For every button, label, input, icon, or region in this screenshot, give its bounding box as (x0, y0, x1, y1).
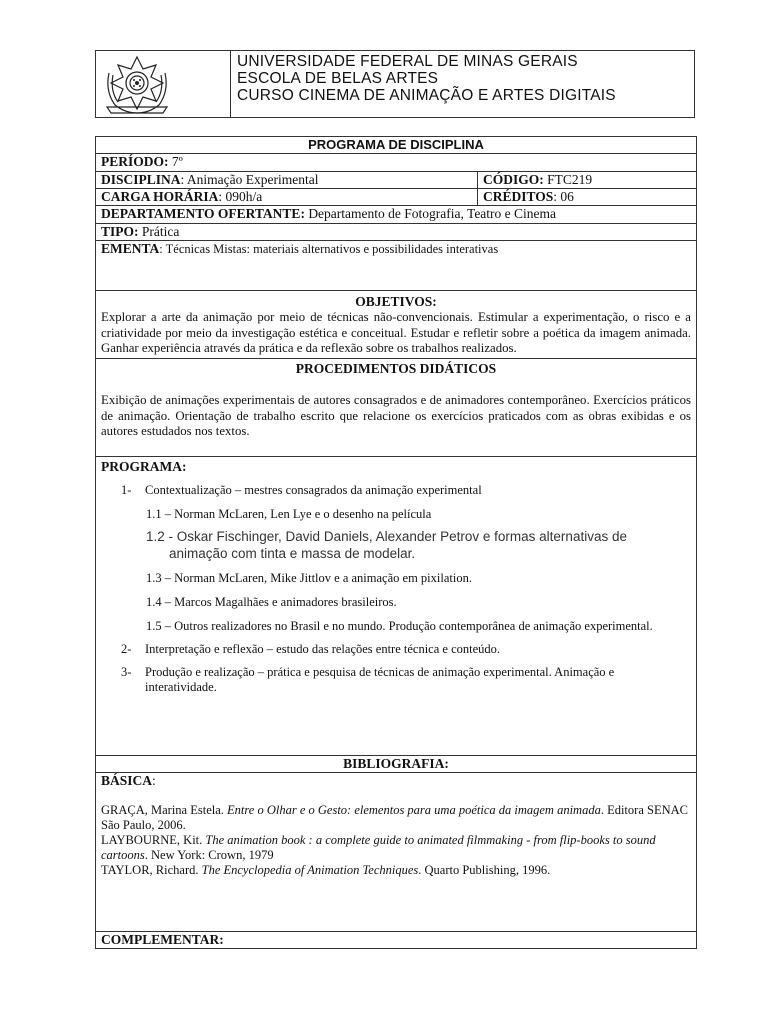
reference-item (101, 803, 691, 833)
carga-value: : 090h/a (218, 189, 263, 204)
reference-title: The animation book : a complete guide to animated filmmaking - from flip-books to sound cartoons (101, 833, 656, 862)
tipo-label: TIPO: (101, 224, 139, 239)
bibliografia-heading: BIBLIOGRAFIA: (96, 756, 697, 773)
programa-list (101, 483, 691, 695)
sub-item: 1.2 - Oskar Fischinger, David Daniels, Alexander Petrov e formas alternativas de animação com tinta e massa de modelar. (146, 529, 627, 561)
course-name: CURSO CINEMA DE ANIMAÇÃO E ARTES DIGITAIS (237, 87, 616, 104)
periodo-value: 7º (168, 154, 183, 169)
ementa-label: EMENTA (101, 241, 160, 256)
page-title: PROGRAMA DE DISCIPLINA (96, 137, 697, 154)
reference-publisher: . Quarto Publishing, 1996. (418, 863, 551, 877)
list-item (121, 483, 691, 498)
programa-section (96, 457, 697, 756)
document-header (95, 50, 695, 118)
ementa-row (96, 241, 697, 291)
coat-of-arms-icon (101, 53, 173, 117)
creditos-value: : 06 (553, 189, 574, 204)
basica-label: BÁSICA (101, 773, 153, 788)
reference-publisher: . New York: Crown, 1979 (144, 848, 274, 862)
program-table (95, 136, 697, 949)
reference-publisher: . Editora SENAC São Paulo, 2006. (101, 803, 688, 832)
disciplina-label: DISCIPLINA (101, 172, 181, 187)
reference-item (101, 863, 691, 878)
item-number: 1- (121, 483, 132, 497)
sub-item: 1.1 – Norman McLaren, Len Lye e o desenho na película (146, 507, 432, 521)
reference-author: LAYBOURNE, Kit. (101, 833, 206, 847)
basica-colon: : (152, 773, 156, 788)
carga-label: CARGA HORÁRIA (101, 189, 219, 204)
school-name: ESCOLA DE BELAS ARTES (237, 70, 439, 87)
reference-item (101, 833, 691, 863)
logo-cell (96, 51, 231, 117)
item-text: Interpretação e reflexão – estudo das relações entre técnica e conteúdo. (145, 642, 501, 656)
disciplina-cell (96, 172, 478, 189)
periodo-label: PERÍODO: (101, 154, 169, 169)
sub-item: 1.3 – Norman McLaren, Mike Jittlov e a animação em pixilation. (146, 571, 472, 585)
departamento-value: Departamento de Fotografia, Teatro e Cinema (304, 206, 557, 221)
carga-cell (96, 189, 478, 206)
creditos-label: CRÉDITOS (483, 189, 554, 204)
reference-title: Entre o Olhar e o Gesto: elementos para uma poética da imagem animada (227, 803, 601, 817)
bibliografia-basica (96, 773, 697, 932)
tipo-row (96, 224, 697, 241)
objetivos-text: Explorar a arte da animação por meio de técnicas não-convencionais. Estimular a experimentação, o risco e a criatividade por meio da investigação estética e conceitual. Estudar e refletir sobre a poética da imagem animada. Ganhar experiência através da prática e da reflexão sobre os trabalhos realizados. (101, 310, 691, 355)
sub-item: 1.4 – Marcos Magalhães e animadores brasileiros. (146, 595, 397, 609)
reference-title: The Encyclopedia of Animation Techniques (201, 863, 419, 877)
university-name: UNIVERSIDADE FEDERAL DE MINAS GERAIS (237, 53, 578, 70)
codigo-value: FTC219 (543, 172, 593, 187)
list-item (121, 665, 691, 695)
procedimentos-heading: PROCEDIMENTOS DIDÁTICOS (295, 361, 497, 376)
objetivos-heading: OBJETIVOS: (355, 294, 437, 309)
procedimentos-text: Exibição de animações experimentais de autores consagrados e de animadores contemporâneo. Exercícios práticos de animação. Orientação de trabalho escrito que relacione os exercícios praticados com as obras exibidas e os autores estudados nos textos. (101, 393, 691, 438)
institution-names (231, 51, 616, 117)
item-text: Contextualização – mestres consagrados da animação experimental (145, 483, 482, 497)
item-text: Produção e realização – prática e pesquisa de técnicas de animação experimental. Animação e interatividade. (145, 665, 615, 694)
programa-heading: PROGRAMA: (101, 459, 187, 474)
complementar-label: COMPLEMENTAR: (96, 932, 697, 949)
departamento-label: DEPARTAMENTO OFERTANTE: (101, 206, 305, 221)
objetivos-section (96, 291, 697, 359)
ementa-value: : Técnicas Mistas: materiais alternativos e possibilidades interativas (159, 242, 499, 256)
item-number: 3- (121, 665, 132, 679)
list-item (121, 642, 691, 657)
periodo-row (96, 154, 697, 172)
procedimentos-section (96, 359, 697, 457)
reference-author: GRAÇA, Marina Estela. (101, 803, 228, 817)
creditos-cell (478, 189, 697, 206)
codigo-cell (478, 172, 697, 189)
codigo-label: CÓDIGO: (483, 172, 544, 187)
reference-author: TAYLOR, Richard. (101, 863, 202, 877)
disciplina-value: : Animação Experimental (180, 172, 319, 187)
tipo-value: Prática (138, 224, 180, 239)
sub-item: 1.5 – Outros realizadores no Brasil e no mundo. Produção contemporânea de animação experimental. (146, 619, 653, 633)
departamento-row (96, 206, 697, 224)
item-number: 2- (121, 642, 132, 656)
